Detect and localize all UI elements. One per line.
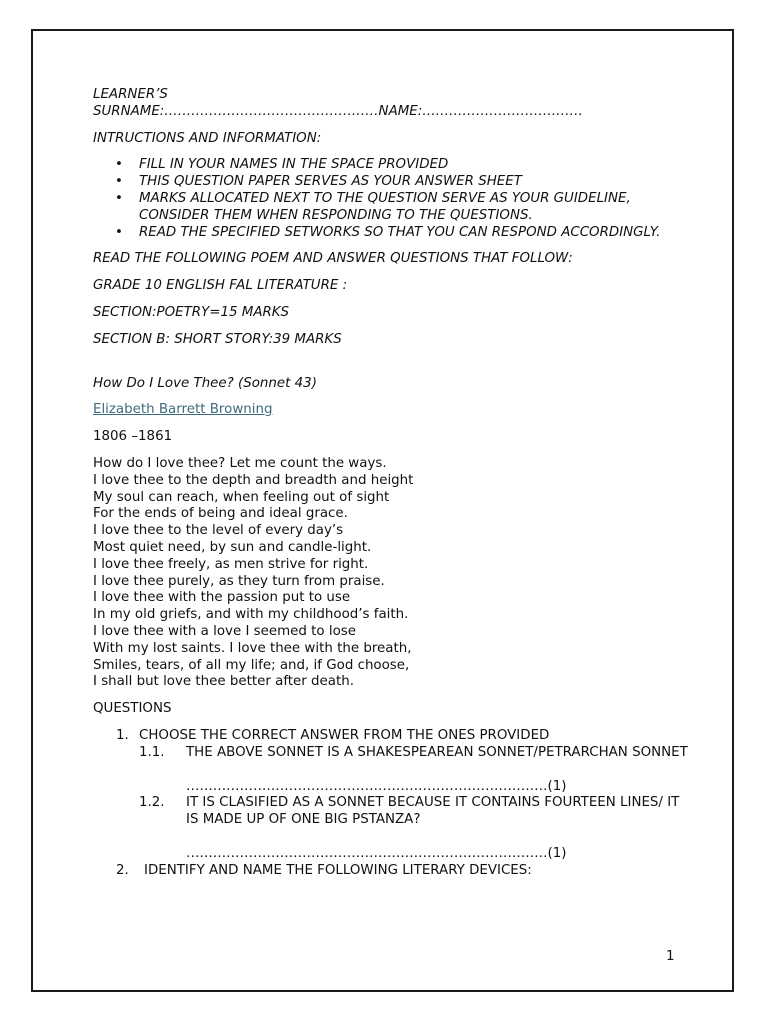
question-number: 1.2. bbox=[139, 795, 165, 811]
surname-name-line: SURNAME:…………………………………………NAME:……………………………… bbox=[93, 103, 583, 119]
poem-line: I love thee with a love I seemed to lose bbox=[93, 623, 356, 639]
question-1 bbox=[93, 728, 693, 745]
questions-heading: QUESTIONS bbox=[93, 701, 172, 717]
question-number: 2. bbox=[116, 862, 129, 878]
poem-title: How Do I Love Thee? (Sonnet 43) bbox=[93, 375, 317, 391]
instruction-item: • THIS QUESTION PAPER SERVES AS YOUR ANSWER SHEET bbox=[115, 174, 522, 190]
poem-author-link[interactable]: Elizabeth Barrett Browning bbox=[93, 402, 273, 418]
question-text: CHOOSE THE CORRECT ANSWER FROM THE ONES PROVIDED bbox=[139, 727, 550, 743]
poem-line: I love thee to the level of every day’s bbox=[93, 523, 344, 539]
question-number: 1. bbox=[116, 727, 129, 743]
question-text: IT IS CLASIFIED AS A SONNET BECAUSE IT CONTAINS FOURTEEN LINES/ IT IS MADE UP OF ONE BIG PSTANZA? bbox=[186, 795, 680, 828]
learner-label: LEARNER’S bbox=[93, 87, 168, 102]
section-b-line: SECTION B: SHORT STORY:39 MARKS bbox=[93, 331, 342, 347]
section-a-line: SECTION:POETRY=15 MARKS bbox=[93, 304, 290, 320]
question-1-2 bbox=[93, 795, 693, 829]
poem-line: I love thee freely, as men strive for right. bbox=[93, 556, 369, 572]
bullet-icon: • bbox=[115, 157, 123, 173]
document-content bbox=[93, 87, 693, 879]
grade-line: GRADE 10 ENGLISH FAL LITERATURE : bbox=[93, 278, 348, 294]
page-number: 1 bbox=[666, 949, 675, 964]
instruction-item: • FILL IN YOUR NAMES IN THE SPACE PROVIDED bbox=[115, 157, 449, 173]
poem-body bbox=[93, 456, 693, 691]
question-1-1 bbox=[93, 745, 693, 762]
poem-line: I shall but love thee better after death. bbox=[93, 674, 354, 690]
instructions-list bbox=[93, 157, 693, 241]
poem-line: In my old griefs, and with my childhood’s faith. bbox=[93, 607, 409, 623]
poem-line: For the ends of being and ideal grace. bbox=[93, 506, 348, 522]
poem-line: My soul can reach, when feeling out of sight bbox=[93, 489, 390, 505]
answer-line[interactable]: ………………………………………………………………………(1) bbox=[186, 845, 567, 861]
question-text: THE ABOVE SONNET IS A SHAKESPEAREAN SONNET/PETRARCHAN SONNET bbox=[186, 744, 688, 760]
instruction-item: • READ THE SPECIFIED SETWORKS SO THAT YOU CAN RESPOND ACCORDINGLY. bbox=[115, 224, 661, 240]
question-text: IDENTIFY AND NAME THE FOLLOWING LITERARY DEVICES: bbox=[144, 862, 532, 878]
poem-line: I love thee purely, as they turn from praise. bbox=[93, 573, 385, 589]
poem-line: I love thee with the passion put to use bbox=[93, 590, 351, 606]
instruction-item: • MARKS ALLOCATED NEXT TO THE QUESTION SERVE AS YOUR GUIDELINE, CONSIDER THEM WHEN RESPONDING TO THE QUESTIONS. bbox=[115, 190, 631, 223]
poem-dates: 1806 –1861 bbox=[93, 429, 173, 445]
poem-line: Most quiet need, by sun and candle-light. bbox=[93, 539, 372, 555]
bullet-icon: • bbox=[115, 190, 123, 206]
poem-line: Smiles, tears, of all my life; and, if God choose, bbox=[93, 657, 410, 673]
poem-line: I love thee to the depth and breadth and height bbox=[93, 472, 414, 488]
bullet-icon: • bbox=[115, 224, 123, 240]
poem-line: With my lost saints. I love thee with the breath, bbox=[93, 640, 412, 656]
read-poem-instruction: READ THE FOLLOWING POEM AND ANSWER QUESTIONS THAT FOLLOW: bbox=[93, 251, 573, 267]
answer-line[interactable]: ………………………………………………………………………(1) bbox=[186, 778, 567, 794]
poem-line: How do I love thee? Let me count the ways. bbox=[93, 455, 387, 471]
instructions-title: INTRUCTIONS AND INFORMATION: bbox=[93, 130, 322, 146]
question-2 bbox=[93, 863, 693, 880]
question-number: 1.1. bbox=[139, 744, 165, 760]
bullet-icon: • bbox=[115, 174, 123, 190]
